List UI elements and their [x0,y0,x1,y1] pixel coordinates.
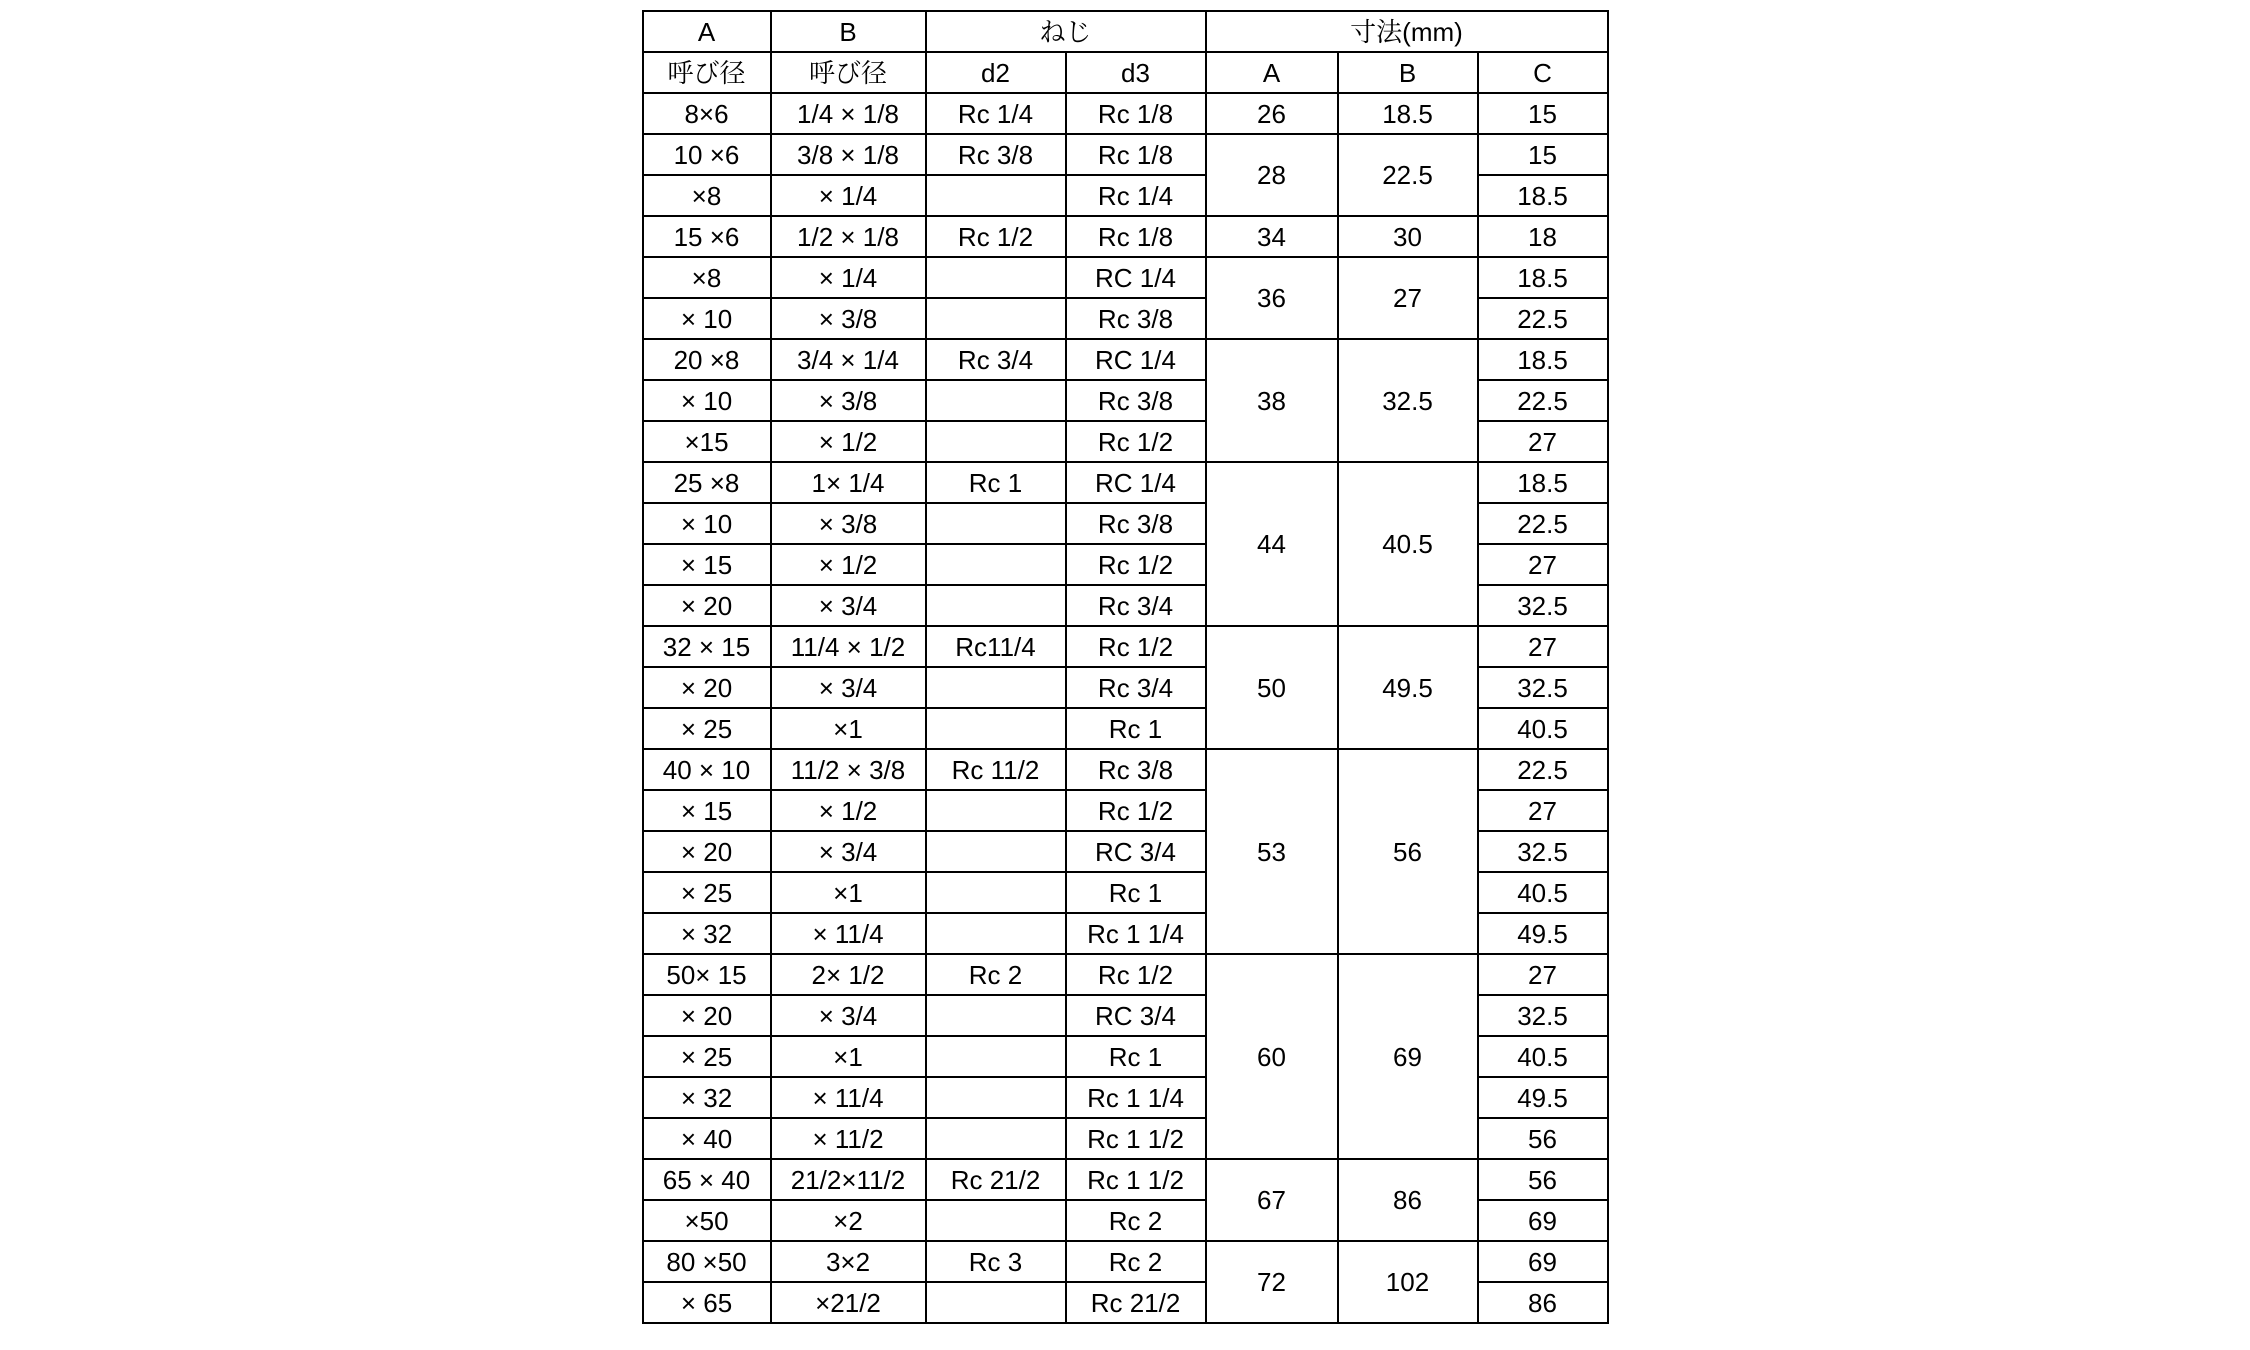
cell-d2 [926,1118,1066,1159]
cell-d2 [926,421,1066,462]
cell-d3: Rc 2 [1066,1241,1206,1282]
cell-C: 22.5 [1478,503,1608,544]
cell-b: 11/4 × 1/2 [771,626,926,667]
cell-d3: Rc 1 1/2 [1066,1118,1206,1159]
cell-B: 40.5 [1338,462,1478,626]
cell-d2 [926,1077,1066,1118]
cell-a: 40 × 10 [643,749,771,790]
cell-A: 50 [1206,626,1338,749]
cell-C: 40.5 [1478,708,1608,749]
cell-B: 56 [1338,749,1478,954]
cell-A: 72 [1206,1241,1338,1323]
cell-C: 49.5 [1478,1077,1608,1118]
cell-b: 11/2 × 3/8 [771,749,926,790]
cell-d3: RC 3/4 [1066,995,1206,1036]
cell-d3: Rc 1/8 [1066,134,1206,175]
cell-C: 18.5 [1478,462,1608,503]
cell-d3: Rc 1/2 [1066,626,1206,667]
cell-d2: Rc 11/2 [926,749,1066,790]
table-row [643,749,1608,790]
cell-B: 27 [1338,257,1478,339]
cell-C: 22.5 [1478,298,1608,339]
cell-d2 [926,298,1066,339]
cell-A: 44 [1206,462,1338,626]
cell-d2 [926,503,1066,544]
cell-a: × 20 [643,831,771,872]
cell-C: 40.5 [1478,1036,1608,1077]
cell-b: × 1/4 [771,175,926,216]
cell-b: 3×2 [771,1241,926,1282]
cell-d2: Rc 1/4 [926,93,1066,134]
cell-d2 [926,1036,1066,1077]
pipe-fitting-spec-table [642,10,1609,1324]
header-col-b-line2: 呼び径 [771,52,926,93]
cell-C: 22.5 [1478,749,1608,790]
cell-d3: Rc 1/2 [1066,790,1206,831]
cell-C: 56 [1478,1118,1608,1159]
cell-d2 [926,708,1066,749]
cell-C: 32.5 [1478,667,1608,708]
cell-d3: Rc 1 [1066,1036,1206,1077]
cell-d3: Rc 1 [1066,872,1206,913]
cell-A: 67 [1206,1159,1338,1241]
cell-d2 [926,175,1066,216]
cell-d3: RC 3/4 [1066,831,1206,872]
cell-d3: Rc 1 1/4 [1066,1077,1206,1118]
cell-b: × 3/4 [771,667,926,708]
cell-b: ×1 [771,872,926,913]
cell-d3: Rc 3/8 [1066,749,1206,790]
cell-a: 20 ×8 [643,339,771,380]
cell-C: 18.5 [1478,175,1608,216]
cell-d2 [926,995,1066,1036]
cell-d3: RC 1/4 [1066,462,1206,503]
cell-b: × 3/8 [771,380,926,421]
cell-B: 102 [1338,1241,1478,1323]
cell-a: × 15 [643,544,771,585]
cell-d2: Rc 3/4 [926,339,1066,380]
cell-C: 56 [1478,1159,1608,1200]
table-row [643,1159,1608,1200]
table-row [643,626,1608,667]
cell-d2 [926,1200,1066,1241]
cell-a: × 25 [643,708,771,749]
cell-b: × 1/2 [771,544,926,585]
cell-b: × 11/2 [771,1118,926,1159]
cell-d3: RC 1/4 [1066,339,1206,380]
cell-C: 32.5 [1478,831,1608,872]
cell-d3: Rc 1/2 [1066,421,1206,462]
cell-A: 53 [1206,749,1338,954]
cell-d3: Rc 1/4 [1066,175,1206,216]
cell-a: 10 ×6 [643,134,771,175]
cell-A: 28 [1206,134,1338,216]
cell-d2: Rc11/4 [926,626,1066,667]
cell-d3: Rc 3/4 [1066,585,1206,626]
cell-b: 1/2 × 1/8 [771,216,926,257]
cell-d3: Rc 3/8 [1066,380,1206,421]
table-row [643,93,1608,134]
cell-d2 [926,831,1066,872]
cell-a: ×8 [643,257,771,298]
table-row [643,462,1608,503]
cell-d2: Rc 3/8 [926,134,1066,175]
cell-b: × 11/4 [771,1077,926,1118]
header-col-b-line1: B [771,11,926,52]
cell-C: 40.5 [1478,872,1608,913]
cell-b: × 1/4 [771,257,926,298]
spec-table-wrapper [642,10,1609,1324]
cell-d2: Rc 2 [926,954,1066,995]
table-row [643,954,1608,995]
cell-C: 32.5 [1478,585,1608,626]
cell-b: 2× 1/2 [771,954,926,995]
table-header-row-top [643,11,1608,52]
cell-C: 27 [1478,954,1608,995]
header-d2: d2 [926,52,1066,93]
cell-b: 21/2×11/2 [771,1159,926,1200]
cell-b: × 1/2 [771,790,926,831]
cell-C: 27 [1478,544,1608,585]
cell-d2: Rc 1/2 [926,216,1066,257]
cell-C: 18.5 [1478,339,1608,380]
table-row [643,134,1608,175]
cell-C: 27 [1478,421,1608,462]
cell-a: 65 × 40 [643,1159,771,1200]
cell-d2 [926,872,1066,913]
cell-a: × 32 [643,1077,771,1118]
cell-C: 18 [1478,216,1608,257]
cell-A: 38 [1206,339,1338,462]
cell-d3: Rc 3/8 [1066,503,1206,544]
cell-d2: Rc 1 [926,462,1066,503]
cell-B: 49.5 [1338,626,1478,749]
cell-a: × 25 [643,1036,771,1077]
cell-C: 27 [1478,790,1608,831]
cell-b: × 3/8 [771,298,926,339]
header-col-a-line2: 呼び径 [643,52,771,93]
cell-b: × 3/4 [771,831,926,872]
cell-B: 32.5 [1338,339,1478,462]
cell-b: ×1 [771,1036,926,1077]
cell-b: × 3/4 [771,995,926,1036]
cell-a: × 10 [643,503,771,544]
cell-a: × 20 [643,585,771,626]
cell-B: 86 [1338,1159,1478,1241]
cell-C: 49.5 [1478,913,1608,954]
cell-B: 69 [1338,954,1478,1159]
cell-b: × 3/8 [771,503,926,544]
cell-d2 [926,585,1066,626]
cell-A: 60 [1206,954,1338,1159]
cell-a: × 40 [643,1118,771,1159]
header-dim-a: A [1206,52,1338,93]
header-neji: ねじ [926,11,1206,52]
cell-a: × 10 [643,298,771,339]
cell-b: ×2 [771,1200,926,1241]
cell-d2 [926,790,1066,831]
cell-b: × 1/2 [771,421,926,462]
cell-B: 22.5 [1338,134,1478,216]
cell-a: × 20 [643,667,771,708]
table-row [643,339,1608,380]
cell-A: 34 [1206,216,1338,257]
cell-d3: Rc 3/8 [1066,298,1206,339]
cell-a: 50× 15 [643,954,771,995]
cell-C: 27 [1478,626,1608,667]
header-dim-c: C [1478,52,1608,93]
cell-a: × 20 [643,995,771,1036]
header-sunpou: 寸法(mm) [1206,11,1608,52]
cell-d3: Rc 1 [1066,708,1206,749]
cell-C: 22.5 [1478,380,1608,421]
cell-a: × 25 [643,872,771,913]
cell-B: 18.5 [1338,93,1478,134]
cell-d2 [926,380,1066,421]
cell-d3: Rc 1/8 [1066,93,1206,134]
cell-C: 69 [1478,1241,1608,1282]
cell-d3: Rc 3/4 [1066,667,1206,708]
table-row [643,257,1608,298]
cell-d2: Rc 21/2 [926,1159,1066,1200]
cell-a: 8×6 [643,93,771,134]
cell-A: 36 [1206,257,1338,339]
header-dim-b: B [1338,52,1478,93]
cell-d2 [926,667,1066,708]
header-d3: d3 [1066,52,1206,93]
cell-d3: Rc 1/8 [1066,216,1206,257]
cell-a: 25 ×8 [643,462,771,503]
cell-d3: Rc 21/2 [1066,1282,1206,1323]
cell-d2 [926,257,1066,298]
cell-d3: RC 1/4 [1066,257,1206,298]
cell-b: 1/4 × 1/8 [771,93,926,134]
cell-a: 32 × 15 [643,626,771,667]
cell-b: ×21/2 [771,1282,926,1323]
cell-C: 15 [1478,134,1608,175]
cell-C: 86 [1478,1282,1608,1323]
cell-d3: Rc 1/2 [1066,954,1206,995]
cell-d2: Rc 3 [926,1241,1066,1282]
cell-b: 3/4 × 1/4 [771,339,926,380]
cell-d2 [926,1282,1066,1323]
table-header-row-bottom [643,52,1608,93]
cell-C: 18.5 [1478,257,1608,298]
cell-b: × 11/4 [771,913,926,954]
cell-d3: Rc 1 1/4 [1066,913,1206,954]
cell-a: ×15 [643,421,771,462]
cell-d2 [926,913,1066,954]
cell-d3: Rc 1 1/2 [1066,1159,1206,1200]
cell-a: ×8 [643,175,771,216]
cell-B: 30 [1338,216,1478,257]
cell-a: 15 ×6 [643,216,771,257]
cell-C: 32.5 [1478,995,1608,1036]
cell-C: 69 [1478,1200,1608,1241]
cell-b: 3/8 × 1/8 [771,134,926,175]
cell-C: 15 [1478,93,1608,134]
header-col-a-line1: A [643,11,771,52]
table-row [643,216,1608,257]
cell-a: × 32 [643,913,771,954]
cell-b: ×1 [771,708,926,749]
cell-a: ×50 [643,1200,771,1241]
cell-a: × 65 [643,1282,771,1323]
cell-d2 [926,544,1066,585]
cell-a: × 10 [643,380,771,421]
cell-b: × 3/4 [771,585,926,626]
cell-b: 1× 1/4 [771,462,926,503]
cell-a: 80 ×50 [643,1241,771,1282]
cell-a: × 15 [643,790,771,831]
cell-d3: Rc 1/2 [1066,544,1206,585]
table-row [643,1241,1608,1282]
cell-d3: Rc 2 [1066,1200,1206,1241]
cell-A: 26 [1206,93,1338,134]
